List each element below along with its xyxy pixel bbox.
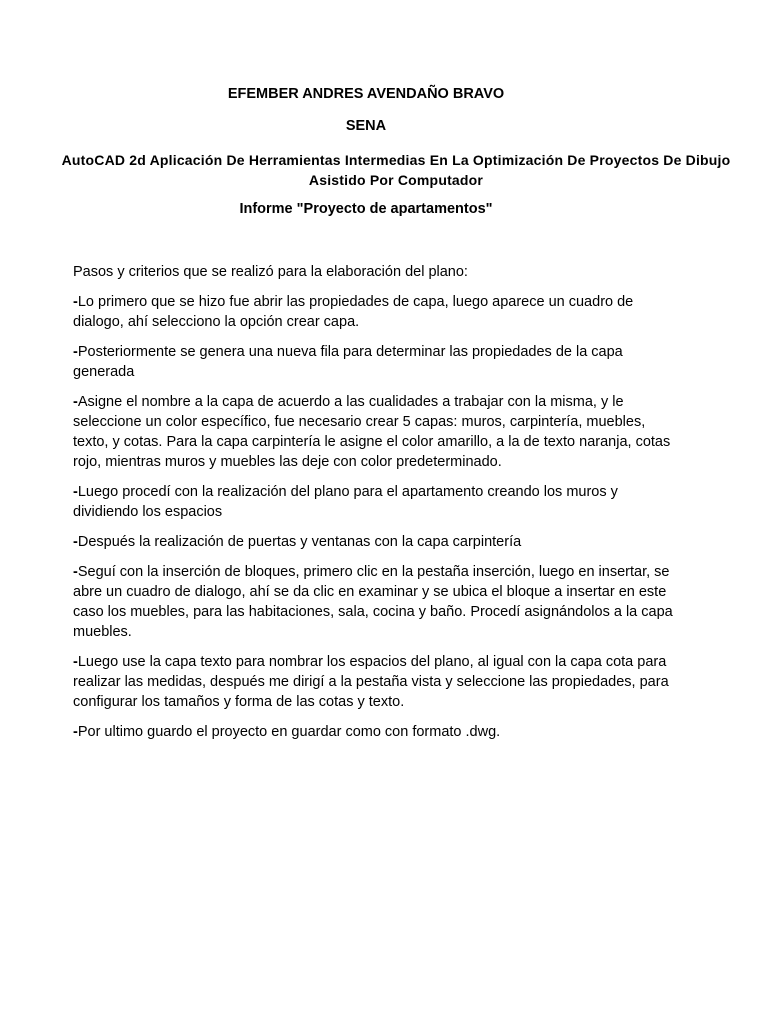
bullet-dash: - — [73, 564, 78, 580]
step-text: Seguí con la inserción de bloques, primero clic en la pestaña inserción, luego en insertar, se abre un cuadro de dialogo, ahí se da clic en examinar y se ubica el bloque a insertar en este caso los muebles, para las habitaciones, sala, cocina y baño. Procedí asignándolos a la capa muebles. — [73, 564, 673, 640]
step-paragraph — [73, 652, 673, 712]
report-title: Informe "Proyecto de apartamentos" — [239, 201, 493, 217]
intro-paragraph: Pasos y criterios que se realizó para la elaboración del plano: — [73, 264, 468, 280]
step-text: Por ultimo guardo el proyecto en guardar como con formato .dwg. — [77, 724, 501, 740]
step-paragraph — [73, 562, 673, 642]
bullet-dash: - — [73, 484, 78, 500]
step-text: Después la realización de puertas y ventanas con la capa carpintería — [77, 534, 522, 550]
bullet-dash: - — [73, 344, 78, 360]
step-text: Luego procedí con la realización del plano para el apartamento creando los muros y dividiendo los espacios — [73, 484, 618, 520]
step-text: Lo primero que se hizo fue abrir las propiedades de capa, luego aparece un cuadro de dialogo, ahí selecciono la opción crear capa. — [73, 294, 634, 330]
step-text: Asigne el nombre a la capa de acuerdo a las cualidades a trabajar con la misma, y le seleccione un color específico, fue necesario crear 5 capas: muros, carpintería, muebles, texto, y cotas. Para la capa carpintería le asigne el color amarillo, a la de texto naranja, cotas rojo, mientras muros y muebles las deje con color predeterminado. — [73, 394, 671, 470]
step-paragraph — [73, 532, 673, 552]
step-paragraph — [73, 292, 673, 332]
bullet-dash: - — [73, 534, 78, 550]
course-title: AutoCAD 2d Aplicación De Herramientas Intermedias En La Optimización De Proyectos De Dibujo Asistido Por Computador — [61, 152, 731, 188]
step-paragraph — [73, 482, 673, 522]
bullet-dash: - — [73, 654, 78, 670]
report-body — [73, 262, 673, 752]
institution-name: SENA — [345, 118, 387, 134]
step-text: Luego use la capa texto para nombrar los espacios del plano, al igual con la capa cota para realizar las medidas, después me dirigí a la pestaña vista y seleccione las propiedades, para configurar los tamaños y forma de las cotas y texto. — [73, 654, 669, 710]
bullet-dash: - — [73, 294, 78, 310]
bullet-dash: - — [73, 724, 78, 740]
step-text: Posteriormente se genera una nueva fila para determinar las propiedades de la capa generada — [73, 344, 623, 380]
step-paragraph — [73, 392, 673, 472]
step-paragraph — [73, 722, 673, 742]
bullet-dash: - — [73, 394, 78, 410]
author-name: EFEMBER ANDRES AVENDAÑO BRAVO — [227, 86, 505, 102]
step-paragraph — [73, 342, 673, 382]
